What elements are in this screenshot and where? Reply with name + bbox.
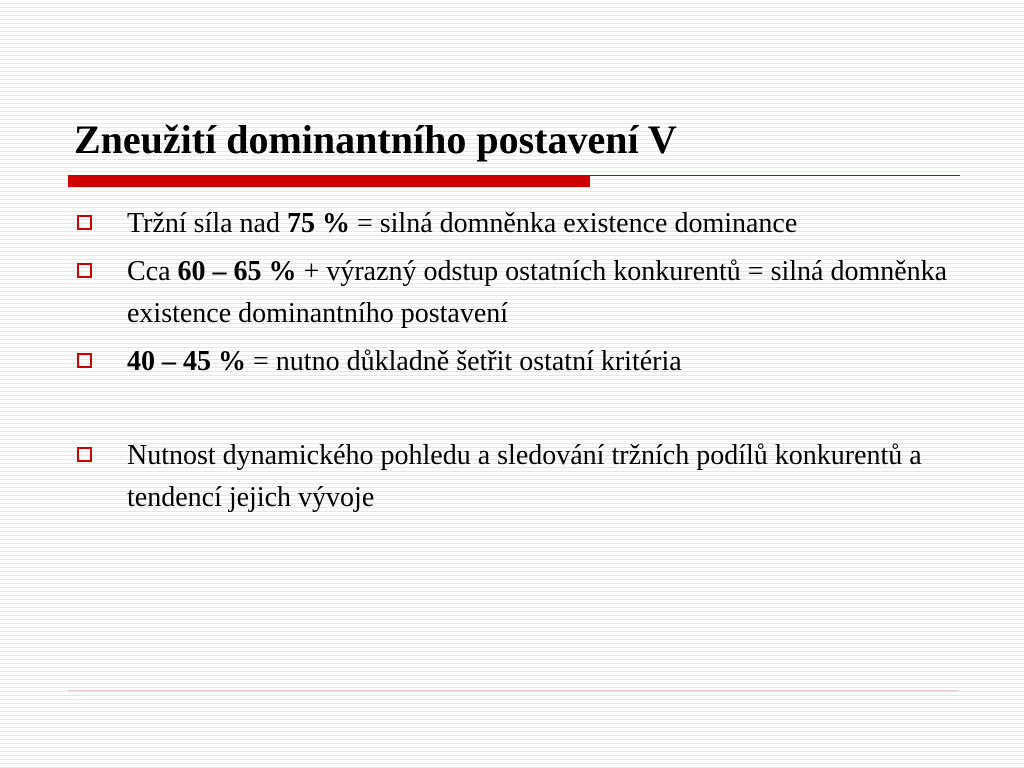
hollow-square-icon: [77, 215, 92, 230]
bullet-text-pre: Cca: [127, 256, 178, 287]
hollow-square-icon: [77, 263, 92, 278]
title-underline-thick: [68, 175, 590, 187]
bullet-item: [74, 341, 964, 383]
hollow-square-icon: [77, 353, 92, 368]
bullet-list: [74, 203, 964, 519]
bullet-text-pre: Nutnost dynamického pohledu a sledování tržních podílů konkurentů a tendencí jejich vývoje: [127, 440, 922, 513]
bullet-text-post: = silná domněnka existence dominance: [349, 208, 798, 239]
bullet-text-bold: 60 – 65 %: [177, 256, 297, 287]
bullet-text-pre: Tržní síla nad: [127, 208, 287, 239]
bullet-item: [74, 203, 964, 245]
bullet-text-post: = nutno důkladně šetřit ostatní kritéria: [246, 346, 682, 377]
bullet-text-bold: 40 – 45 %: [127, 346, 246, 377]
bullet-item: [74, 435, 964, 519]
slide-title: Zneužití dominantního postavení V: [74, 117, 677, 162]
bullet-text-bold: 75 %: [286, 208, 350, 239]
title-underline-thin: [590, 175, 960, 176]
bullet-text-post: + výrazný odstup ostatních konkurentů = silná domněnka existence dominantního postavení: [127, 256, 948, 329]
bullet-item: [74, 251, 964, 335]
hollow-square-icon: [77, 447, 92, 462]
footer-divider: [68, 690, 958, 691]
